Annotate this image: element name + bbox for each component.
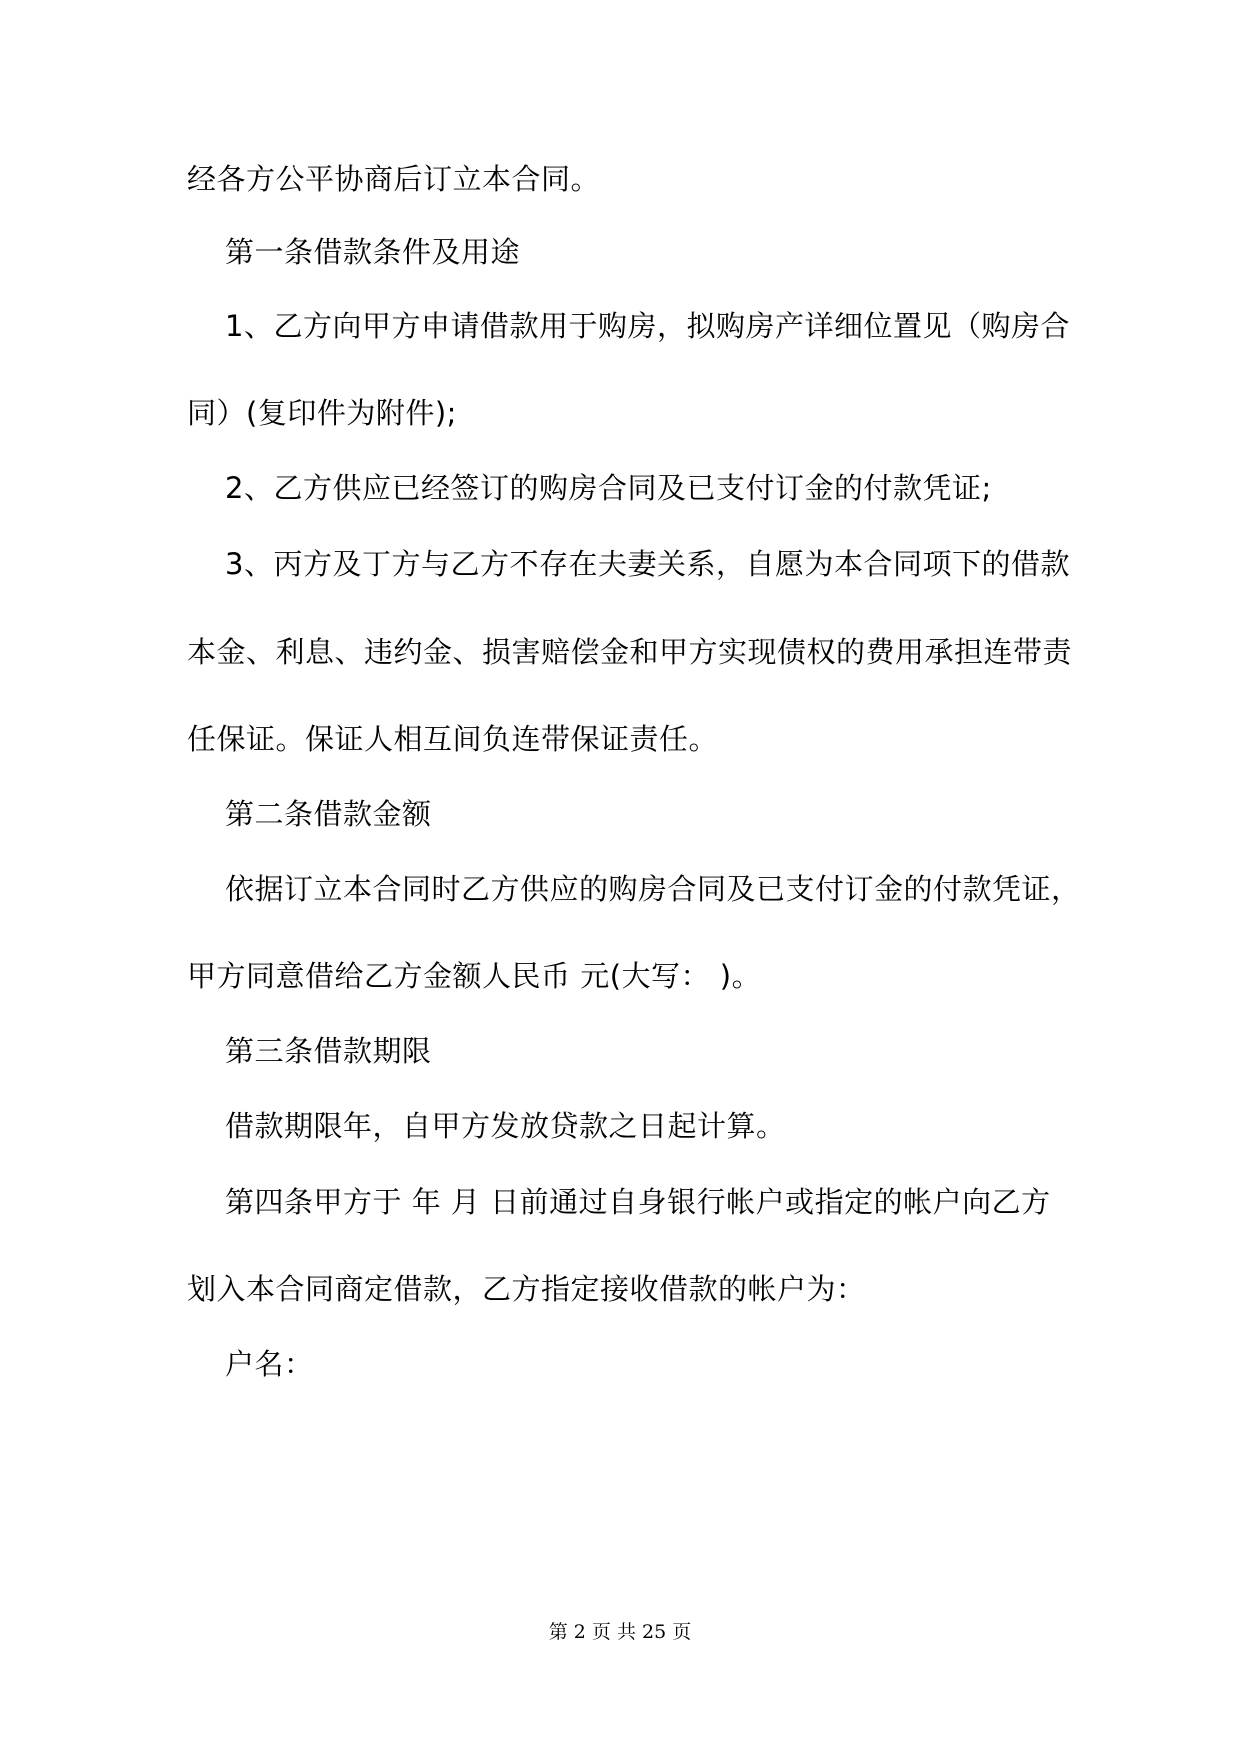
- text-line: 1、乙方向甲方申请借款用于购房，拟购房产详细位置见（购房合: [225, 309, 1070, 343]
- text-line: 第四条甲方于 年 月 日前通过自身银行帐户或指定的帐户向乙方: [225, 1185, 1051, 1219]
- text-line: 同）(复印件为附件);: [187, 396, 457, 430]
- text-line: 借款期限年，自甲方发放贷款之日起计算。: [225, 1109, 786, 1143]
- section-heading: 第三条借款期限: [225, 1034, 432, 1068]
- text-line: 划入本合同商定借款，乙方指定接收借款的帐户为：: [187, 1272, 866, 1306]
- text-line: 依据订立本合同时乙方供应的购房合同及已支付订金的付款凭证，: [225, 872, 1081, 906]
- text-line: 3、丙方及丁方与乙方不存在夫妻关系，自愿为本合同项下的借款: [225, 547, 1070, 581]
- section-heading: 第二条借款金额: [225, 797, 432, 831]
- text-line: 2、乙方供应已经签订的购房合同及已支付订金的付款凭证;: [225, 471, 992, 505]
- section-heading: 第一条借款条件及用途: [225, 235, 521, 269]
- page-number-footer: 第 2 页 共 25 页: [548, 1621, 692, 1643]
- text-line: 任保证。保证人相互间负连带保证责任。: [187, 722, 719, 756]
- text-line: 本金、利息、违约金、损害赔偿金和甲方实现债权的费用承担连带责: [187, 635, 1073, 669]
- text-line: 甲方同意借给乙方金额人民币 元(大写： )。: [187, 959, 762, 993]
- text-line: 经各方公平协商后订立本合同。: [187, 162, 601, 196]
- text-line: 户名：: [225, 1347, 314, 1381]
